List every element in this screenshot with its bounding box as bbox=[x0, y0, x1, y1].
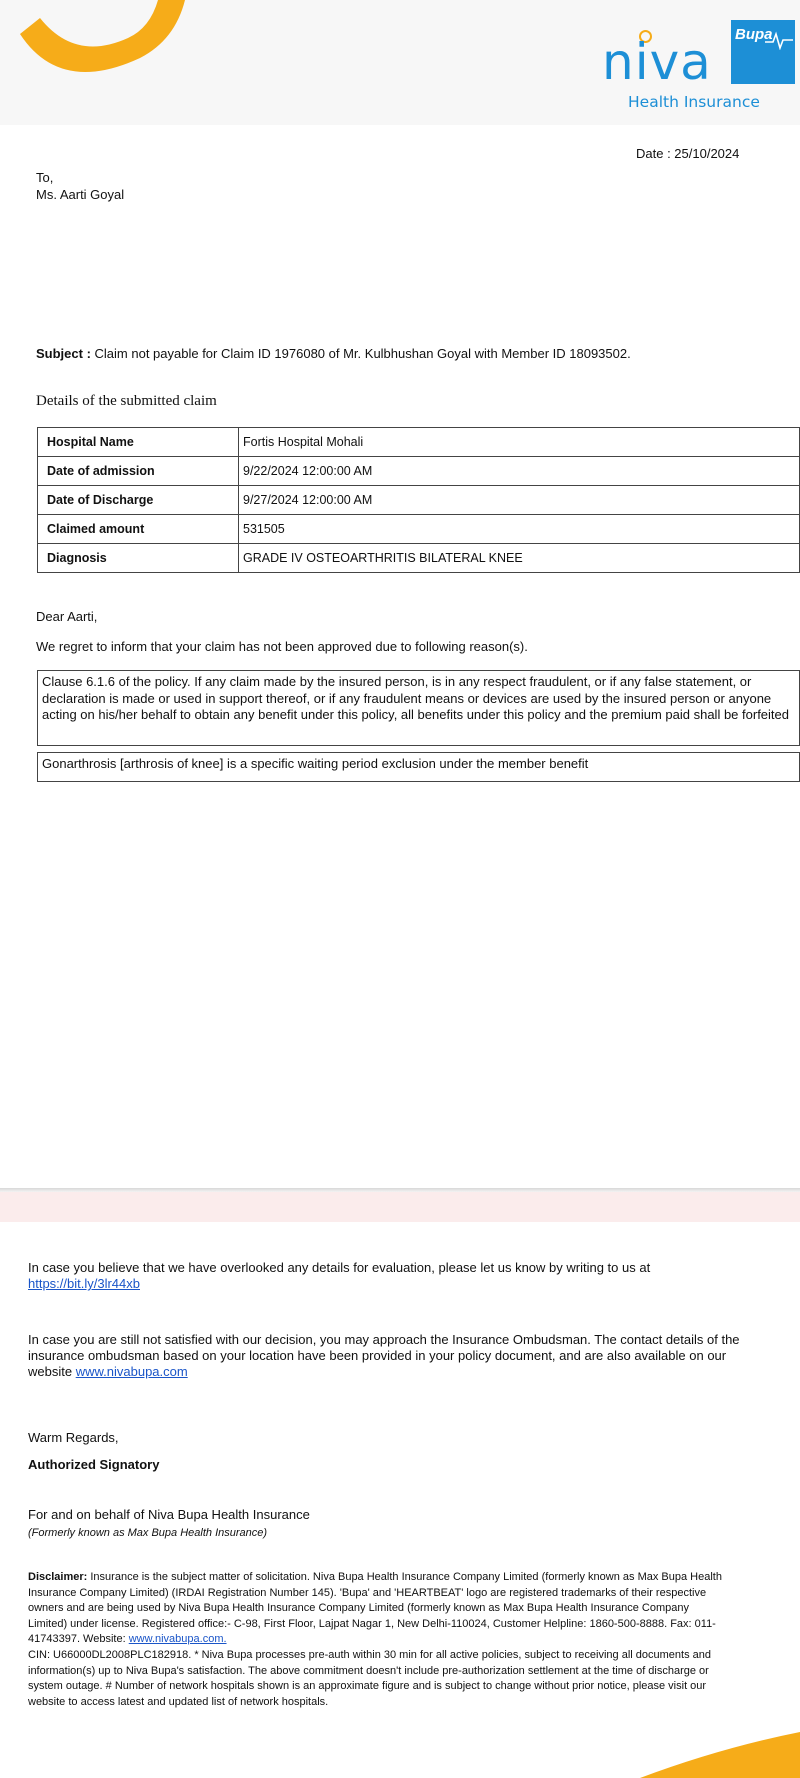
claim-details-table bbox=[37, 427, 800, 573]
row-value: 9/27/2024 12:00:00 AM bbox=[239, 486, 800, 515]
rejection-intro: We regret to inform that your claim has not been approved due to following reason(s). bbox=[36, 639, 528, 654]
row-value: Fortis Hospital Mohali bbox=[239, 428, 800, 457]
row-label: Date of admission bbox=[38, 457, 239, 486]
letter-page-2 bbox=[0, 1222, 800, 1778]
logo-wordmark: niva bbox=[602, 33, 712, 91]
disclaimer-label: Disclaimer: bbox=[28, 1571, 88, 1583]
row-value: 9/22/2024 12:00:00 AM bbox=[239, 457, 800, 486]
page-gap bbox=[0, 1192, 800, 1222]
orange-corner-decoration bbox=[640, 1728, 800, 1778]
row-value: 531505 bbox=[239, 515, 800, 544]
orange-arc-decoration bbox=[0, 0, 200, 80]
heartbeat-icon bbox=[765, 30, 793, 50]
disclaimer-text: Insurance is the subject matter of solicitation. Niva Bupa Health Insurance Company Limited (formerly known as Max Bupa Health Insurance Company Limited) (IRDAI Registration Number 145). 'Bupa' and 'HEARTBEAT' logo are registered trademarks of their respective owners and are being used by Niva Bupa Health Insurance Company Limited (formerly known as Max Bupa Health Insurance Company Limited) under license. Registered office:- C-98, First Floor, Lajpat Nagar 1, New Delhi-110024, Customer Helpline: 1860-500-8888. Fax: 011-41743397. Website: bbox=[28, 1571, 722, 1646]
ombudsman-text: In case you are still not satisfied with our decision, you may approach the Insurance Ombudsman. The contact details of the insurance ombudsman based on your location have been provided in your policy document, and are also available on our website bbox=[28, 1332, 740, 1379]
formerly-known-line: (Formerly known as Max Bupa Health Insurance) bbox=[28, 1527, 268, 1539]
row-label: Date of Discharge bbox=[38, 486, 239, 515]
claim-details-heading: Details of the submitted claim bbox=[36, 393, 217, 409]
website-link[interactable]: www.nivabupa.com bbox=[75, 1364, 188, 1379]
row-label: Claimed amount bbox=[38, 515, 239, 544]
logo-tagline: Health Insurance bbox=[628, 93, 760, 111]
authorized-signatory: Authorized Signatory bbox=[28, 1457, 160, 1472]
reason-item: Clause 6.1.6 of the policy. If any claim made by the insured person, is in any respect fraudulent, or if any false statement, or declaration is made or used in support thereof, or if any fraudulent means or devices are used by the insured person or anyone acting on his/her behalf to obtain any benefit under this policy, all benefits under this policy and the premium paid shall be forfeited bbox=[37, 670, 800, 746]
table-row bbox=[38, 457, 800, 486]
recipient-name: Ms. Aarti Goyal bbox=[36, 187, 125, 202]
niva-bupa-logo bbox=[595, 20, 795, 120]
disclaimer bbox=[28, 1570, 728, 1710]
overlook-text: In case you believe that we have overlooked any details for evaluation, please let us know by writing to us at bbox=[28, 1260, 651, 1275]
feedback-link[interactable]: https://bit.ly/3lr44xb bbox=[28, 1276, 140, 1291]
on-behalf-line: For and on behalf of Niva Bupa Health Insurance bbox=[28, 1507, 310, 1522]
table-row bbox=[38, 515, 800, 544]
row-label: Hospital Name bbox=[38, 428, 239, 457]
subject-line bbox=[36, 346, 631, 362]
subject-text: Claim not payable for Claim ID 1976080 of Mr. Kulbhushan Goyal with Member ID 18093502. bbox=[94, 346, 631, 361]
address-to: To, bbox=[36, 170, 54, 185]
disclaimer-website-link[interactable]: www.nivabupa.com. bbox=[128, 1633, 227, 1646]
table-row bbox=[38, 544, 800, 573]
row-label: Diagnosis bbox=[38, 544, 239, 573]
table-row bbox=[38, 428, 800, 457]
row-value: GRADE IV OSTEOARTHRITIS BILATERAL KNEE bbox=[239, 544, 800, 573]
cin-text: CIN: U66000DL2008PLC182918. * Niva Bupa processes pre-auth within 30 min for all active policies, subject to receiving all documents and information(s) up to Niva Bupa's satisfaction. The above commitment doesn't include pre-authorization settlement at the time of discharge or system outage. # Number of network hospitals shown is an approximate figure and is subject to change without prior notice, please visit our website to access latest and updated list of network hospitals. bbox=[28, 1648, 711, 1708]
overlook-paragraph bbox=[28, 1260, 748, 1292]
subject-label: Subject : bbox=[36, 346, 91, 361]
greeting: Dear Aarti, bbox=[36, 609, 98, 624]
reason-item: Gonarthrosis [arthrosis of knee] is a specific waiting period exclusion under the member benefit bbox=[37, 752, 800, 782]
closing-regards: Warm Regards, bbox=[28, 1430, 119, 1445]
bupa-badge: Bupa bbox=[731, 20, 795, 84]
table-row bbox=[38, 486, 800, 515]
ombudsman-paragraph bbox=[28, 1332, 748, 1380]
letter-date: Date : 25/10/2024 bbox=[636, 146, 740, 161]
